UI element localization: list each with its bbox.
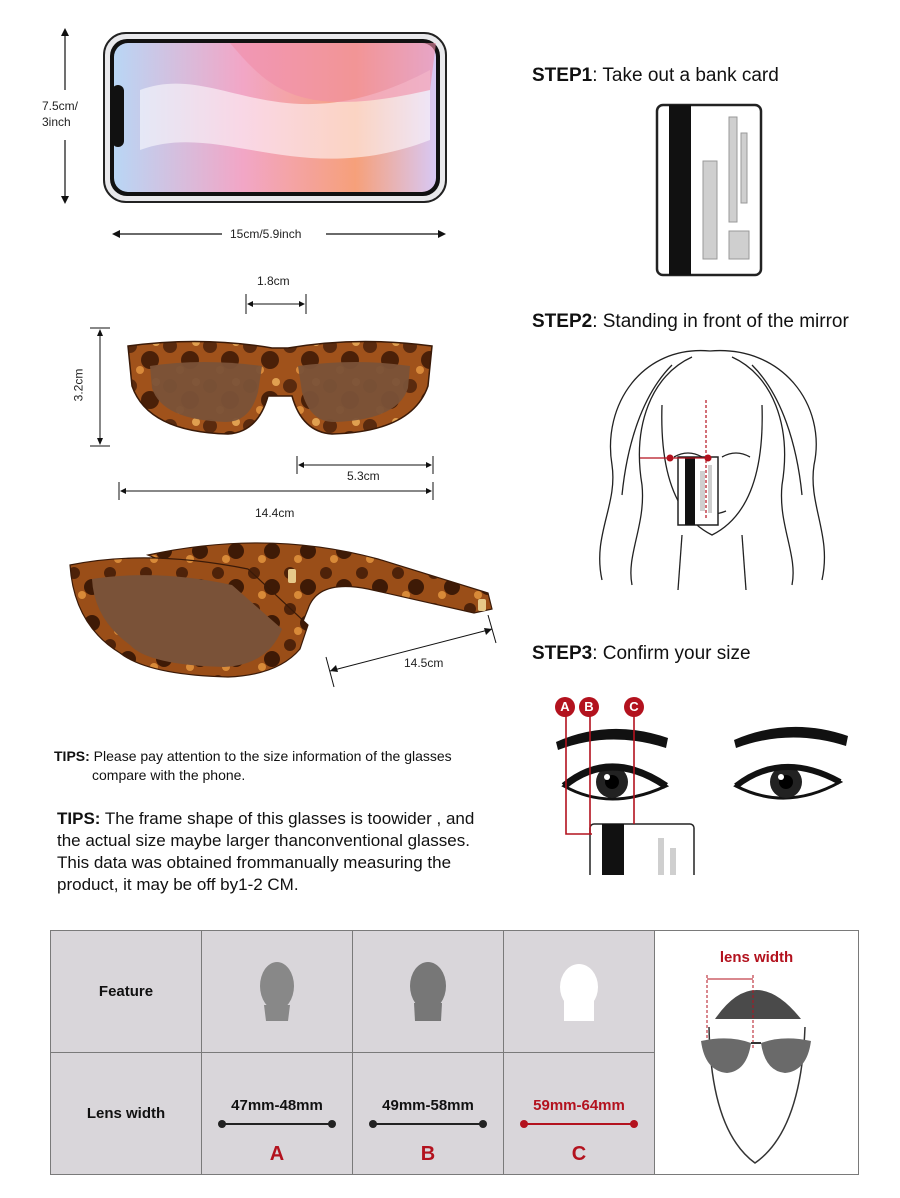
bridge-label: 1.8cm — [257, 274, 290, 288]
tips-size-note — [57, 808, 497, 896]
lens-width-table — [50, 930, 859, 1175]
bridge-arrow — [244, 294, 310, 314]
size-option-a — [202, 1053, 352, 1174]
phone-height-label: 7.5cm/ 3inch — [42, 99, 79, 129]
tips-line1: The frame shape of this glasses is toowider , and — [100, 809, 475, 828]
tips-text: Please pay attention to the size information of the glasses — [89, 748, 452, 764]
glasses-front-illustration — [122, 336, 438, 440]
size-letter-c: C — [571, 1143, 587, 1165]
head-silhouette-b — [353, 931, 503, 1052]
step1-heading — [532, 65, 779, 87]
glasses-height-label: 3.2cm — [71, 368, 86, 402]
range-c: 59mm-64mm — [533, 1097, 625, 1114]
tips-label: TIPS: — [54, 748, 90, 764]
lens-width-label-cell: Lens width — [51, 1053, 201, 1174]
tips-compare-note — [54, 747, 494, 785]
glasses-side-group — [0, 525, 500, 690]
table-row-feature — [51, 931, 859, 1053]
size-letter-a: A — [269, 1143, 285, 1165]
feature-label: Feature — [51, 931, 201, 1052]
frame-width-label: 14.4cm — [255, 506, 295, 520]
glasses-front-group — [0, 260, 470, 530]
marker-c: C — [629, 699, 639, 714]
lens-width-diagram — [655, 931, 858, 1174]
range-bar-a — [222, 1123, 332, 1125]
step2-number: STEP2 — [532, 311, 593, 332]
range-b: 49mm-58mm — [382, 1097, 474, 1114]
marker-b: B — [584, 699, 594, 714]
step2-heading — [532, 311, 849, 333]
size-option-c — [504, 1053, 654, 1174]
mirror-woman-illustration — [582, 345, 842, 590]
frame-width-arrow — [118, 482, 436, 500]
size-letter-b: B — [420, 1143, 436, 1165]
marker-a: A — [560, 699, 570, 714]
eyes-measure-illustration — [550, 690, 860, 875]
range-bar-b — [373, 1123, 483, 1125]
head-silhouette-a — [202, 931, 352, 1052]
tips-line4: product, it may be off by1-2 CM. — [57, 875, 299, 894]
range-a: 47mm-48mm — [231, 1097, 323, 1114]
temple-length-arrow — [322, 615, 500, 689]
phone-illustration — [100, 30, 450, 205]
temple-length-label: 14.5cm — [404, 656, 444, 670]
phone-width-label: 15cm/5.9inch — [230, 227, 302, 241]
tips-text-line2: compare with the phone. — [92, 767, 246, 783]
glasses-height-arrow — [90, 326, 110, 450]
size-option-b — [353, 1053, 503, 1174]
tips-label: TIPS: — [57, 809, 101, 828]
head-silhouette-c — [504, 931, 654, 1052]
lens-width-label: 5.3cm — [347, 469, 380, 483]
lens-width-diagram-label: lens width — [719, 949, 794, 966]
tips-line2: the actual size maybe larger thanconventional glasses. — [57, 831, 470, 850]
range-bar-c — [524, 1123, 634, 1125]
tips-line3: This data was obtained frommanually measuring the — [57, 853, 452, 872]
step2-text: : Standing in front of the mirror — [592, 311, 849, 332]
step3-number: STEP3 — [532, 643, 593, 664]
step3-heading — [532, 643, 751, 665]
phone-dimension-group — [0, 0, 470, 250]
bank-card-illustration — [655, 103, 765, 278]
step3-text: : Confirm your size — [592, 643, 751, 664]
step1-number: STEP1 — [532, 65, 593, 86]
step1-text: : Take out a bank card — [592, 65, 779, 86]
